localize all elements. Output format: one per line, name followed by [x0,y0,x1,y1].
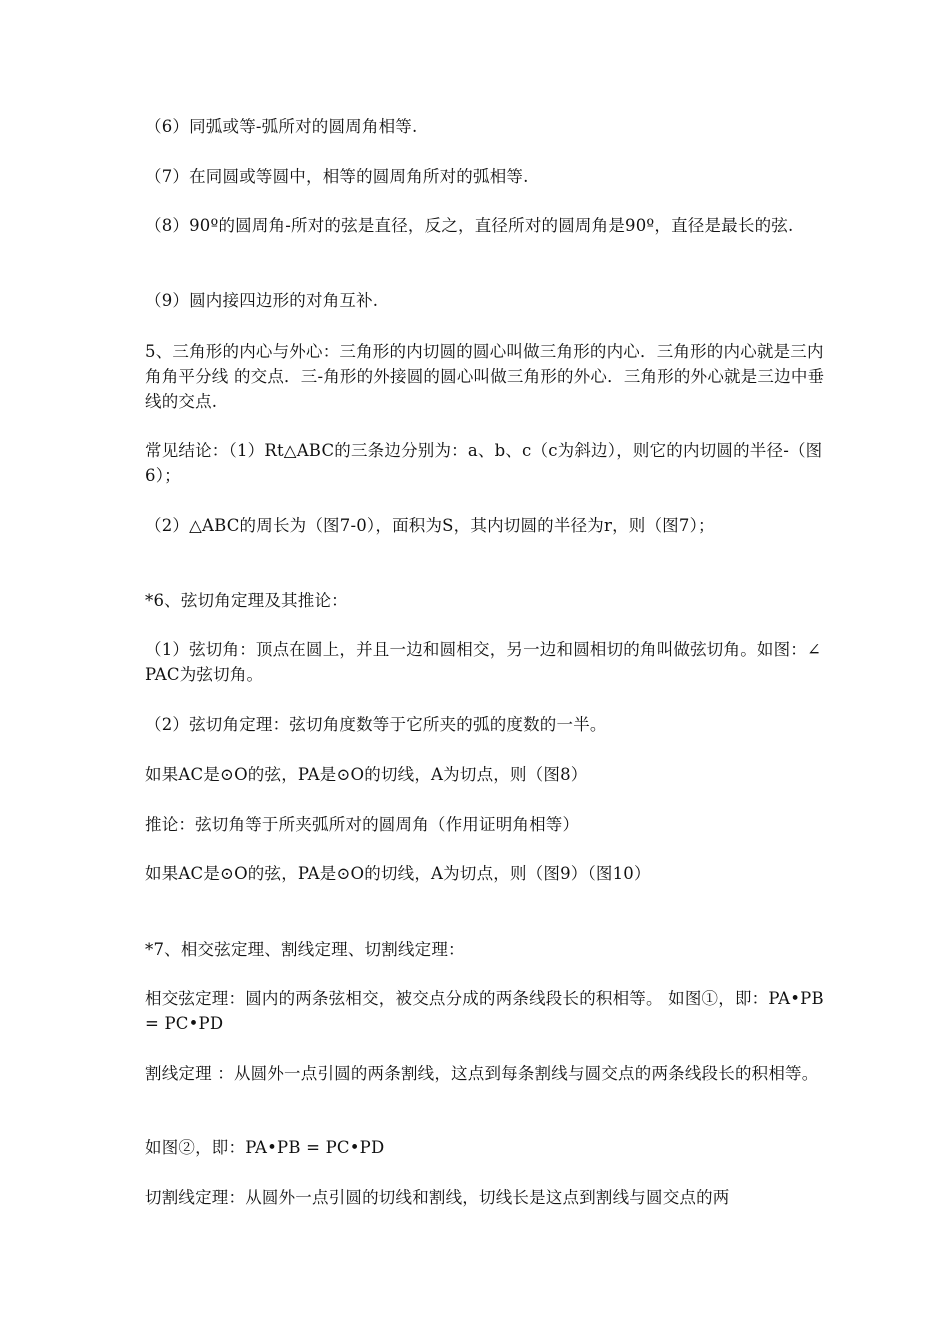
theorem-condition-fig8: 如果AC是⊙O的弦，PA是⊙O的切线，A为切点，则（图8） [145,765,588,784]
item-9-cyclic-quadrilateral: （9）圆内接四边形的对角互补. [145,291,379,310]
tangent-secant-theorem: 切割线定理：从圆外一点引圆的切线和割线，切线长是这点到割线与圆交点的两 [145,1188,730,1207]
secant-theorem: 割线定理 ：从圆外一点引圆的两条割线，这点到每条割线与圆交点的两条线段长的积相等。 [145,1064,819,1083]
common-conclusion-1: 常见结论：（1）Rt△ABC的三条边分别为：a、b、c（c为斜边），则它的内切圆的半径-（图6）； [145,441,823,485]
corollary-condition-fig9-10: 如果AC是⊙O的弦，PA是⊙O的切线，A为切点，则（图9）（图10） [145,864,651,883]
tangent-chord-angle-definition: （1）弦切角：顶点在圆上，并且一边和圆相交，另一边和圆相切的角叫做弦切角。如图：∠PAC为弦切角。 [145,640,822,684]
item-7-equal-inscribed-angles-arcs: （7）在同圆或等圆中，相等的圆周角所对的弧相等. [145,167,529,186]
section-7-heading: *7、相交弦定理、割线定理、切割线定理： [145,940,465,959]
item-8-right-inscribed-angle-diameter: （8）90º的圆周角-所对的弦是直径，反之，直径所对的圆周角是90º，直径是最长的弦. [145,216,794,235]
common-conclusion-2: （2）△ABC的周长为（图7-0），面积为S，其内切圆的半径为r，则（图7）； [145,516,715,535]
section-6-heading: *6、弦切角定理及其推论： [145,591,348,610]
secant-theorem-formula: 如图②，即：PA•PB = PC•PD [145,1138,385,1157]
section-5-incenter-circumcenter: 5、三角形的内心与外心：三角形的内切圆的圆心叫做三角形的内心．三角形的内心就是三内角角平分线 的交点．三-角形的外接圆的圆心叫做三角形的外心．三角形的外心就是三边中垂线的交点. [145,342,825,411]
tangent-chord-angle-theorem: （2）弦切角定理：弦切角度数等于它所夹的弧的度数的一半。 [145,715,607,734]
intersecting-chords-theorem: 相交弦定理：圆内的两条弦相交，被交点分成的两条线段长的积相等。 如图①，即：PA•PB = PC•PD [145,989,830,1033]
corollary-statement: 推论：弦切角等于所夹弧所对的圆周角（作用证明角相等） [145,815,580,834]
item-6-same-arc-inscribed-angles: （6）同弧或等-弧所对的圆周角相等. [145,117,418,136]
